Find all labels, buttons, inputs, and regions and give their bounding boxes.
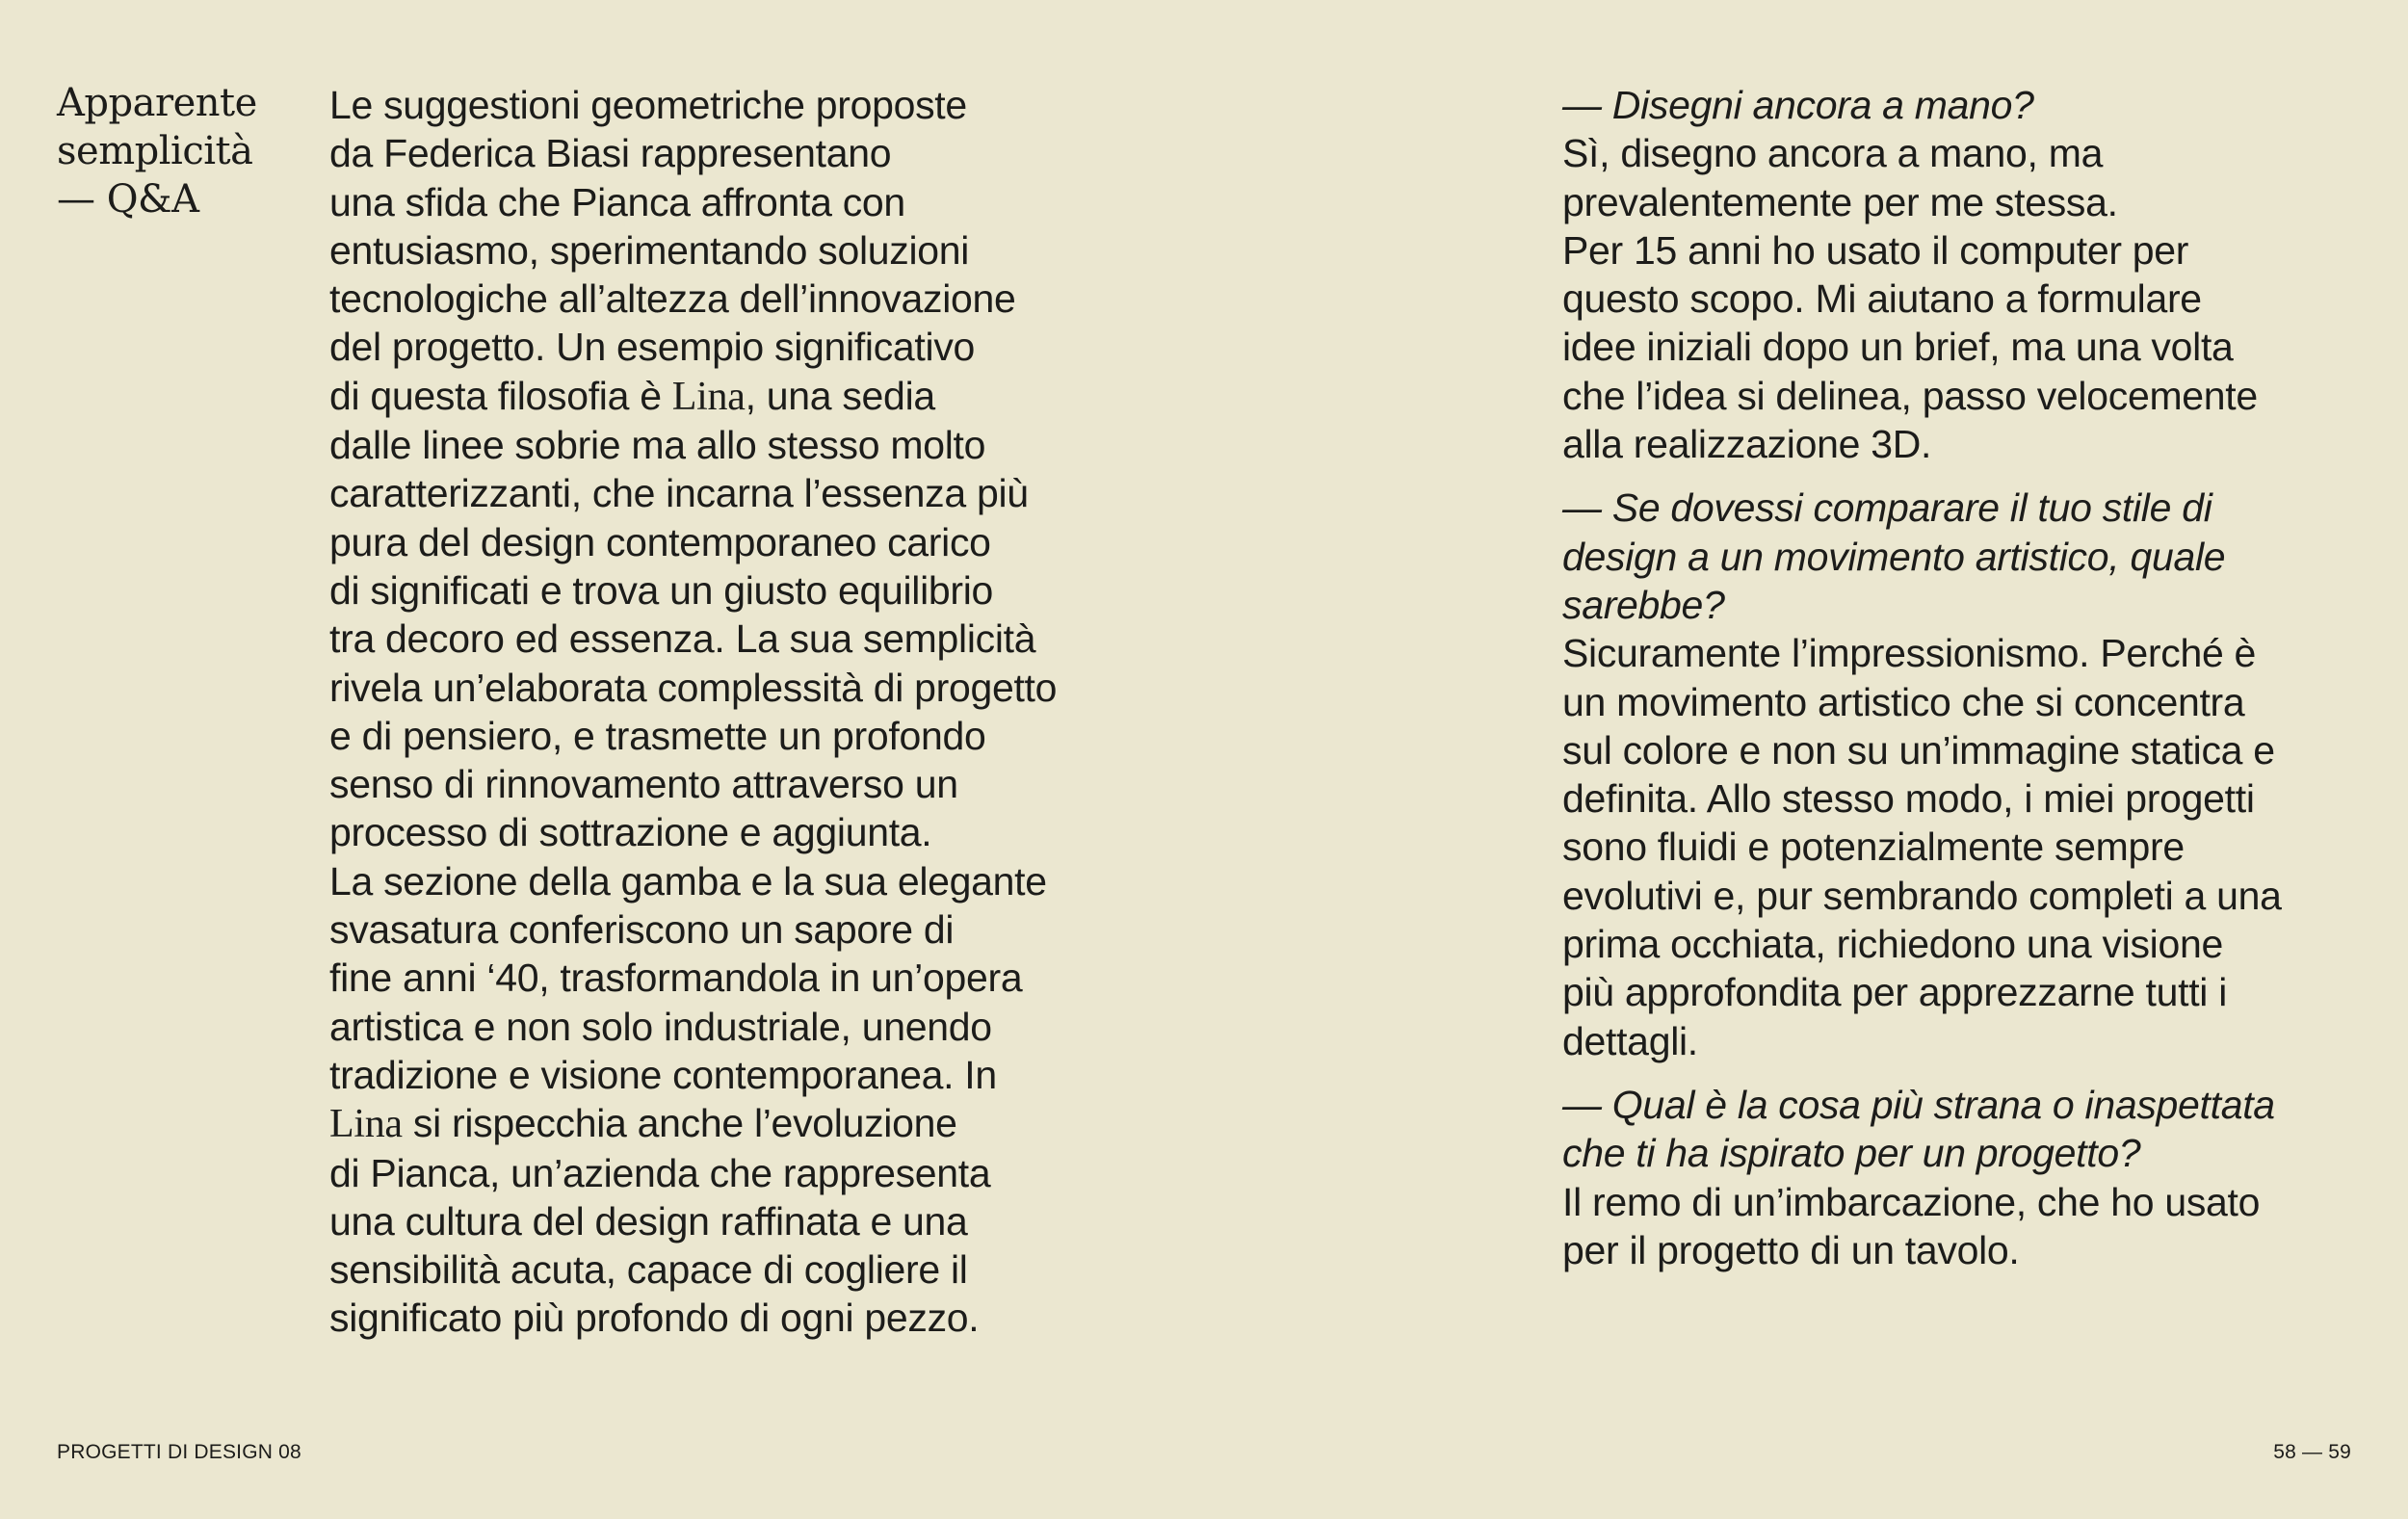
intro-article-text [329, 81, 1196, 1343]
section-title-line: — Q&A [57, 177, 199, 222]
article-line: del progetto. Un esempio significativo [329, 325, 976, 370]
article-line: tra decoro ed essenza. La sua semplicità [329, 616, 1036, 662]
question-line: — Disegni ancora a mano? [1562, 83, 2034, 127]
product-name: Lina [671, 374, 746, 419]
answer-line: Per 15 anni ho usato il computer per [1562, 227, 2189, 273]
article-line: tradizione e visione contemporanea. In [329, 1052, 997, 1097]
answer-line: Sì, disegno ancora a mano, ma [1562, 131, 2104, 176]
article-line: artistica e non solo industriale, unendo [329, 1004, 992, 1049]
answer-line: più approfondita per apprezzarne tutti i [1562, 970, 2228, 1015]
qa-item [1562, 484, 2391, 1065]
answer-line: sul colore e non su un’immagine statica e [1562, 727, 2275, 773]
question [1562, 1081, 2391, 1178]
article-line: una sfida che Pianca affronta con [329, 179, 905, 224]
answer-line: prima occhiata, richiedono una visione [1562, 922, 2224, 967]
article-line: dalle linee sobrie ma allo stesso molto [329, 423, 986, 468]
article-line: La sezione della gamba e la sua elegante [329, 858, 1047, 904]
article-line: processo di sottrazione e aggiunta. [329, 810, 932, 855]
answer [1562, 129, 2391, 468]
article-line: tecnologiche all’altezza dell’innovazione [329, 276, 1016, 322]
answer-line: idee iniziali dopo un brief, ma una volta [1562, 325, 2234, 370]
answer-line: Sicuramente l’impressionismo. Perché è [1562, 631, 2257, 676]
question-line: — Qual è la cosa più strana o inaspettata [1562, 1082, 2275, 1127]
article-line: una cultura del design raffinata e una [329, 1198, 968, 1244]
answer [1562, 629, 2391, 1065]
answer-line: che l’idea si delinea, passo velocemente [1562, 373, 2258, 418]
question-line: design a un movimento artistico, quale [1562, 534, 2226, 579]
article-line: di Pianca, un’azienda che rappresenta [329, 1150, 991, 1195]
answer-line: definita. Allo stesso modo, i miei progetti [1562, 776, 2255, 822]
qa-item [1562, 81, 2391, 468]
qa-item [1562, 1081, 2391, 1274]
article-line: rivela un’elaborata complessità di progetto [329, 665, 1058, 710]
article-line: e di pensiero, e trasmette un profondo [329, 713, 986, 758]
article-line: di significati e trova un giusto equilibrio [329, 567, 994, 613]
question [1562, 81, 2391, 129]
article-line: entusiasmo, sperimentando soluzioni [329, 227, 970, 273]
answer [1562, 1178, 2391, 1275]
section-title-line: semplicità [57, 129, 253, 173]
section-title [57, 79, 298, 223]
article-line: da Federica Biasi rappresentano [329, 131, 892, 176]
publication-footer: PROGETTI DI DESIGN 08 [57, 1441, 301, 1463]
answer-line: un movimento artistico che si concentra [1562, 679, 2245, 724]
answer-line: prevalentemente per me stessa. [1562, 179, 2118, 224]
question [1562, 484, 2391, 629]
question-line: sarebbe? [1562, 582, 1725, 627]
answer-line: sono fluidi e potenzialmente sempre [1562, 825, 2185, 870]
answer-line: Il remo di un’imbarcazione, che ho usato [1562, 1179, 2261, 1224]
question-line: che ti ha ispirato per un progetto? [1562, 1131, 2141, 1176]
article-line: significato più profondo di ogni pezzo. [329, 1296, 980, 1341]
answer-line: alla realizzazione 3D. [1562, 422, 1932, 467]
answer-line: dettagli. [1562, 1018, 1698, 1063]
page-numbers: 58 — 59 [2273, 1441, 2351, 1463]
question-line: — Se dovessi comparare il tuo stile di [1562, 485, 2212, 531]
article-line: caratterizzanti, che incarna l’essenza più [329, 471, 1029, 516]
answer-line: evolutivi e, pur sembrando completi a una [1562, 873, 2282, 918]
qa-interview-column [1562, 81, 2391, 1290]
answer-line: per il progetto di un tavolo. [1562, 1227, 2020, 1272]
article-line: pura del design contemporaneo carico [329, 519, 991, 564]
article-line: sensibilità acuta, capace di cogliere il [329, 1247, 968, 1293]
answer-line: questo scopo. Mi aiutano a formulare [1562, 276, 2202, 322]
article-line: di questa filosofia è Lina, una sedia [329, 373, 935, 419]
article-line: Lina si rispecchia anche l’evoluzione [329, 1101, 957, 1147]
article-line: fine anni ‘40, trasformandola in un’opera [329, 956, 1023, 1001]
section-title-line: Apparente [57, 81, 257, 125]
article-line: senso di rinnovamento attraverso un [329, 762, 958, 807]
article-line: svasatura conferiscono un sapore di [329, 907, 955, 953]
product-name: Lina [329, 1102, 403, 1147]
article-line: Le suggestioni geometriche proposte [329, 83, 967, 127]
